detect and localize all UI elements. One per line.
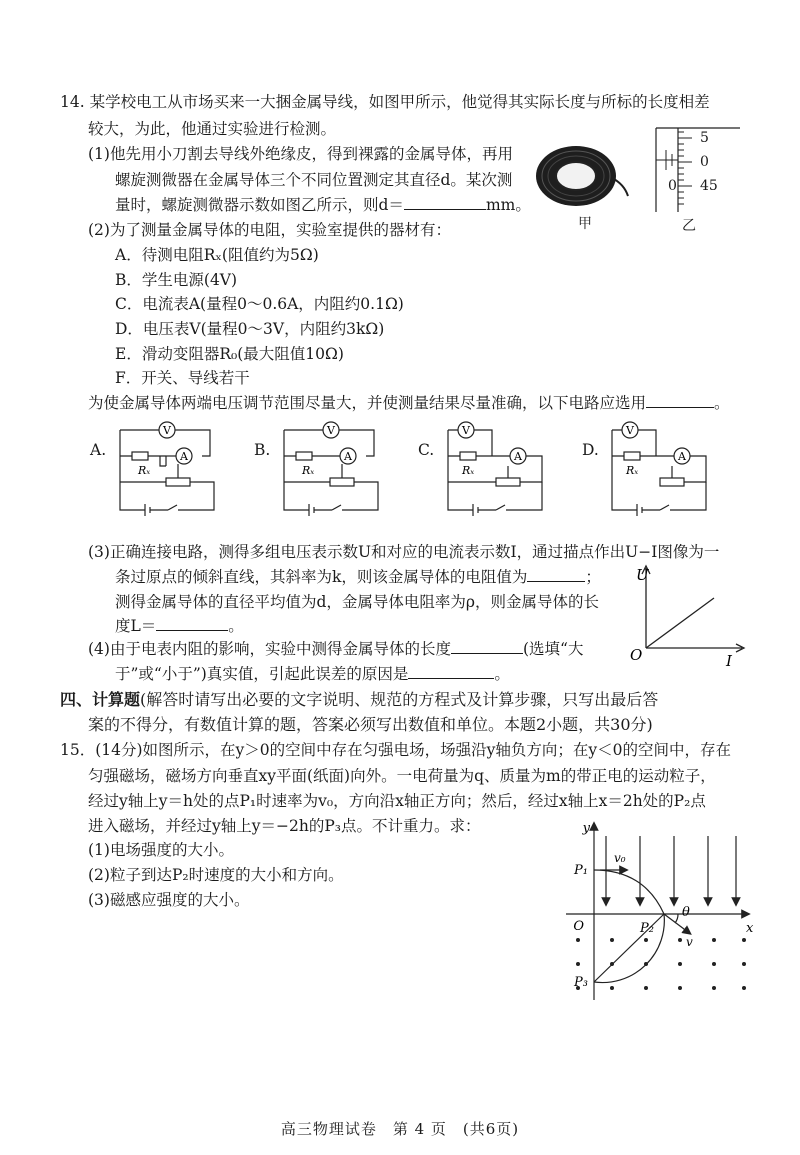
- q14-p3-line-4-end: 。: [228, 617, 244, 635]
- q14-p4-line-1-end: (选填“大: [522, 640, 584, 658]
- p1-label: P₁: [574, 863, 588, 878]
- origin-label: O: [573, 919, 584, 934]
- answer-blank-resistance[interactable]: [527, 567, 585, 582]
- u-i-line: [646, 598, 714, 648]
- answer-blank-diameter[interactable]: [404, 195, 486, 210]
- p3-label: P₃: [574, 975, 588, 990]
- rx-label: Rₓ: [462, 464, 475, 477]
- circuit-diagram-c: [440, 418, 550, 522]
- voltmeter-symbol: V: [163, 424, 171, 437]
- q15-ask-1: (1)电场强度的大小。: [88, 841, 234, 859]
- rx-label: Rₓ: [302, 464, 315, 477]
- q14-select-end: 。: [714, 394, 730, 412]
- q15-line-4: 进入磁场，并经过y轴上y＝−2h的P₃点。不计重力。求：: [88, 817, 481, 835]
- theta-label: θ: [682, 905, 690, 920]
- q14-p3-line-4: [115, 616, 244, 636]
- voltmeter-symbol: V: [327, 424, 335, 437]
- q14-p4-line-2: [115, 664, 510, 684]
- figure-yi-label: 乙: [682, 218, 696, 234]
- q14-p3-line-2: [115, 567, 601, 587]
- micrometer-zero: 0: [668, 178, 677, 194]
- section-4-heading: [60, 690, 658, 710]
- circuit-diagram-a: [112, 418, 222, 522]
- p2-label: P₂: [640, 921, 654, 936]
- q15-line-3: 经过y轴上y＝h处的点P₁时速率为v₀，方向沿x轴正方向；然后，经过x轴上x＝2h处的P₂点: [88, 792, 706, 810]
- q14-p4-line-1: [88, 639, 583, 659]
- q14-p4-line-1-text: (4)由于电表内阻的影响，实验中测得金属导体的长度: [88, 640, 451, 658]
- q15-line-1: 15．(14分)如图所示，在y＞0的空间中存在匀强电场，场强沿y轴负方向；在y＜0的空间中，存在: [60, 741, 732, 759]
- circuit-option-d-label[interactable]: D.: [582, 441, 599, 459]
- answer-blank-length-compare[interactable]: [451, 639, 523, 654]
- answer-blank-length[interactable]: [156, 616, 228, 631]
- equipment-item: E．滑动变阻器R₀(最大阻值10Ω): [115, 345, 344, 363]
- rx-label: Rₓ: [626, 464, 639, 477]
- graph-i-label: I: [726, 652, 732, 670]
- q15-ask-2: (2)粒子到达P₂时速度的大小和方向。: [88, 866, 344, 884]
- circuit-option-b-label[interactable]: B.: [254, 441, 271, 459]
- q14-p3-line-3: 测得金属导体的直径平均值为d，金属导体电阻率为ρ，则金属导体的长: [115, 593, 600, 611]
- q14-p3-line-1: (3)正确连接电路，测得多组电压表示数U和对应的电流表示数I，通过描点作出U−I图像为一: [88, 543, 720, 561]
- q14-p3-line-2-text: 条过原点的倾斜直线，其斜率为k，则该金属导体的电阻值为: [115, 568, 528, 586]
- q14-p3-line-2-end: ；: [585, 568, 601, 586]
- q14-p1-unit: mm。: [485, 196, 531, 214]
- micrometer-tick-0: 0: [700, 154, 709, 170]
- q14-p1-line-3-text: 量时，螺旋测微器示数如图乙所示，则d＝: [115, 196, 404, 214]
- micrometer-tick-45: 45: [700, 178, 718, 194]
- theta-arc: [675, 914, 678, 923]
- q14-p4-line-2-end: 。: [494, 665, 510, 683]
- rx-label: Rₓ: [138, 464, 151, 477]
- field-diagram: [560, 818, 756, 1002]
- v-label: v: [686, 935, 693, 949]
- v0-label: v₀: [614, 851, 626, 865]
- voltmeter-symbol: V: [626, 424, 634, 437]
- micrometer-tick-5: 5: [700, 130, 709, 146]
- q14-p4-line-2-text: 于”或“小于”)真实值，引起此误差的原因是: [115, 665, 409, 683]
- q14-select-line: [88, 393, 730, 413]
- circuit-option-a-label[interactable]: A.: [90, 441, 107, 459]
- circuit-diagram-d: [604, 418, 714, 522]
- equipment-item: C．电流表A(量程0～0.6A，内阻约0.1Ω): [115, 295, 404, 313]
- equipment-item: F．开关、导线若干: [115, 369, 250, 387]
- voltmeter-symbol: V: [462, 424, 470, 437]
- ammeter-symbol: A: [180, 450, 188, 463]
- q14-line-1: 14. 某学校电工从市场买来一大捆金属导线，如图甲所示，他觉得其实际长度与所标的长度相差: [60, 93, 710, 111]
- q14-select-text: 为使金属导体两端电压调节范围尽量大，并使测量结果尽量准确，以下电路应选用: [88, 394, 647, 412]
- section-4-title: 四、计算题: [60, 690, 141, 709]
- q14-p1-line-3: [115, 195, 531, 215]
- q14-p1-line-2: 螺旋测微器在金属导体三个不同位置测定其直径d。某次测: [115, 171, 513, 189]
- q14-p2-intro: (2)为了测量金属导体的电阻，实验室提供的器材有：: [88, 221, 451, 239]
- u-i-graph: [630, 560, 750, 670]
- ammeter-symbol: A: [344, 450, 352, 463]
- y-axis-label: y: [582, 821, 590, 836]
- ammeter-symbol: A: [514, 450, 522, 463]
- section-4-desc-1: (解答时请写出必要的文字说明、规范的方程式及计算步骤，只写出最后答: [140, 690, 659, 709]
- equipment-item: B．学生电源(4V): [115, 271, 238, 289]
- graph-origin-label: O: [630, 646, 643, 664]
- answer-blank-circuit[interactable]: [646, 393, 714, 408]
- ammeter-symbol: A: [678, 450, 686, 463]
- equipment-item: A．待测电阻Rₓ(阻值约为5Ω): [115, 246, 319, 264]
- circuit-option-c-label[interactable]: C.: [418, 441, 435, 459]
- micrometer-figure: [636, 120, 742, 216]
- answer-blank-reason[interactable]: [408, 664, 494, 679]
- equipment-item: D．电压表V(量程0～3V，内阻约3kΩ): [115, 320, 385, 338]
- q15-ask-3: (3)磁感应强度的大小。: [88, 891, 250, 909]
- section-4-desc-2: 案的不得分，有数值计算的题，答案必须写出数值和单位。本题2小题，共30分): [88, 715, 653, 734]
- q14-p1-line-1: (1)他先用小刀割去导线外绝缘皮，得到裸露的金属导体，再用: [88, 145, 513, 163]
- parabolic-trajectory: [594, 870, 664, 914]
- q15-line-2: 匀强磁场，磁场方向垂直xy平面(纸面)向外。一电荷量为q、质量为m的带正电的运动粒子，: [88, 767, 716, 785]
- wire-coil-figure: [532, 138, 632, 216]
- page-footer: 高三物理试卷 第 4 页 (共6页): [280, 1120, 520, 1138]
- x-axis-label: x: [746, 921, 754, 936]
- graph-u-label: U: [636, 566, 649, 584]
- circuit-diagram-b: [276, 418, 386, 522]
- q14-p3-line-4-text: 度L＝: [115, 617, 157, 635]
- figure-jia-label: 甲: [578, 216, 592, 232]
- q14-line-2: 较大，为此，他通过实验进行检测。: [88, 120, 337, 138]
